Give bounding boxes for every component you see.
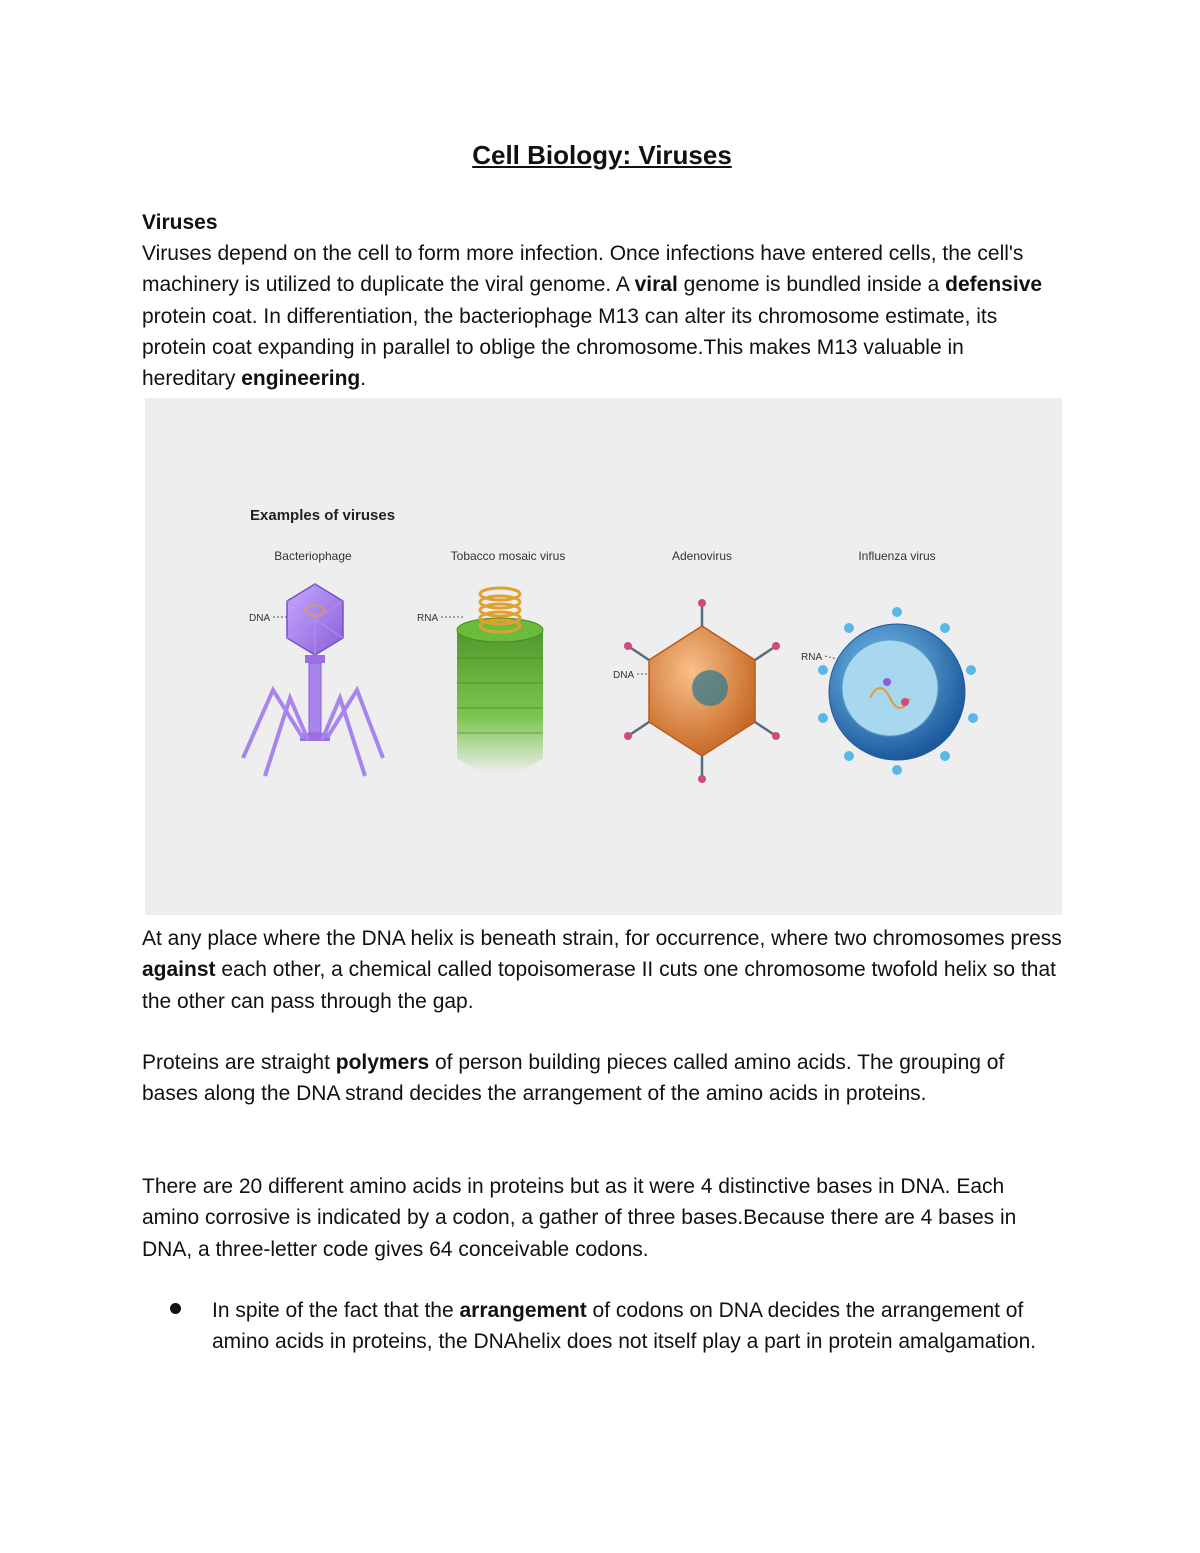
virus-name-tobacco-mosaic: Tobacco mosaic virus: [450, 549, 566, 563]
bacteriophage-drawing: [243, 584, 383, 776]
section-heading: Viruses: [142, 211, 218, 234]
text-run: of person building pieces called amino acids. The grouping of bases along the DNA strand decides the arrangement of the amino acids in proteins.: [142, 1051, 1005, 1106]
tobacco-mosaic-drawing: [417, 588, 543, 774]
bullet-text: [212, 1295, 1052, 1358]
text-run: of codons on DNA decides the arrangement of amino acids in proteins, the DNAhelix does not itself play a part in protein amalgamation.: [212, 1299, 1037, 1354]
virus-illustration: [145, 398, 1062, 915]
paragraph-topoisomerase: [142, 923, 1062, 1017]
text-run: genome is bundled inside a: [677, 273, 946, 297]
bold-term-arrangement: arrangement: [459, 1299, 587, 1322]
bold-term-polymers: polymers: [335, 1051, 430, 1074]
text-run: Proteins are straight: [142, 1051, 336, 1074]
adenovirus-drawing: [613, 599, 780, 783]
virus-name-bacteriophage: Bacteriophage: [274, 549, 352, 563]
bold-term-against: against: [142, 958, 216, 982]
bullet-icon: [170, 1303, 181, 1314]
text-run: each other, a chemical called topoisomerase II cuts one chromosome twofold helix so that the other can pass through the gap.: [142, 958, 1056, 1013]
bold-term-engineering: engineering: [241, 367, 361, 391]
bold-term-defensive: defensive: [945, 273, 1043, 297]
influenza-drawing: [801, 607, 978, 775]
figure-title: Examples of viruses: [250, 507, 396, 524]
paragraph-codons: There are 20 different amino acids in proteins but as it were 4 distinctive bases in DNA. Each amino corrosive is indicated by a codon, a gather of three bases.Because there are 4 bases in DNA, a three-letter code gives 64 conceivable codons.: [142, 1175, 1017, 1261]
label-rna-tobacco-mosaic: RNA: [417, 613, 439, 624]
virus-name-adenovirus: Adenovirus: [671, 549, 733, 563]
label-dna-bacteriophage: DNA: [249, 613, 271, 624]
label-dna-adenovirus: DNA: [613, 670, 635, 681]
virus-examples-figure: [145, 398, 1062, 915]
text-run: protein coat. In differentiation, the bacteriophage M13 can alter its chromosome estimate, its protein coat expanding in parallel to oblige the chromosome.This makes M13 valuable in hereditary: [142, 304, 998, 391]
text-run: At any place where the DNA helix is beneath strain, for occurrence, where two chromosomes press: [142, 927, 1062, 950]
text-run: Viruses depend on the cell to form more infection. Once infections have entered cells, the cell's machinery is utilized to duplicate the viral genome. A: [142, 242, 1024, 297]
label-rna-influenza: RNA: [801, 652, 823, 663]
page-title: Cell Biology: Viruses: [472, 140, 732, 170]
text-run: In spite of the fact that the: [212, 1299, 460, 1322]
bold-term-viral: viral: [634, 273, 678, 297]
virus-name-influenza: Influenza virus: [858, 549, 936, 563]
text-run: .: [360, 367, 367, 391]
paragraph-viruses: [142, 238, 1062, 394]
paragraph-proteins: [142, 1047, 1062, 1110]
